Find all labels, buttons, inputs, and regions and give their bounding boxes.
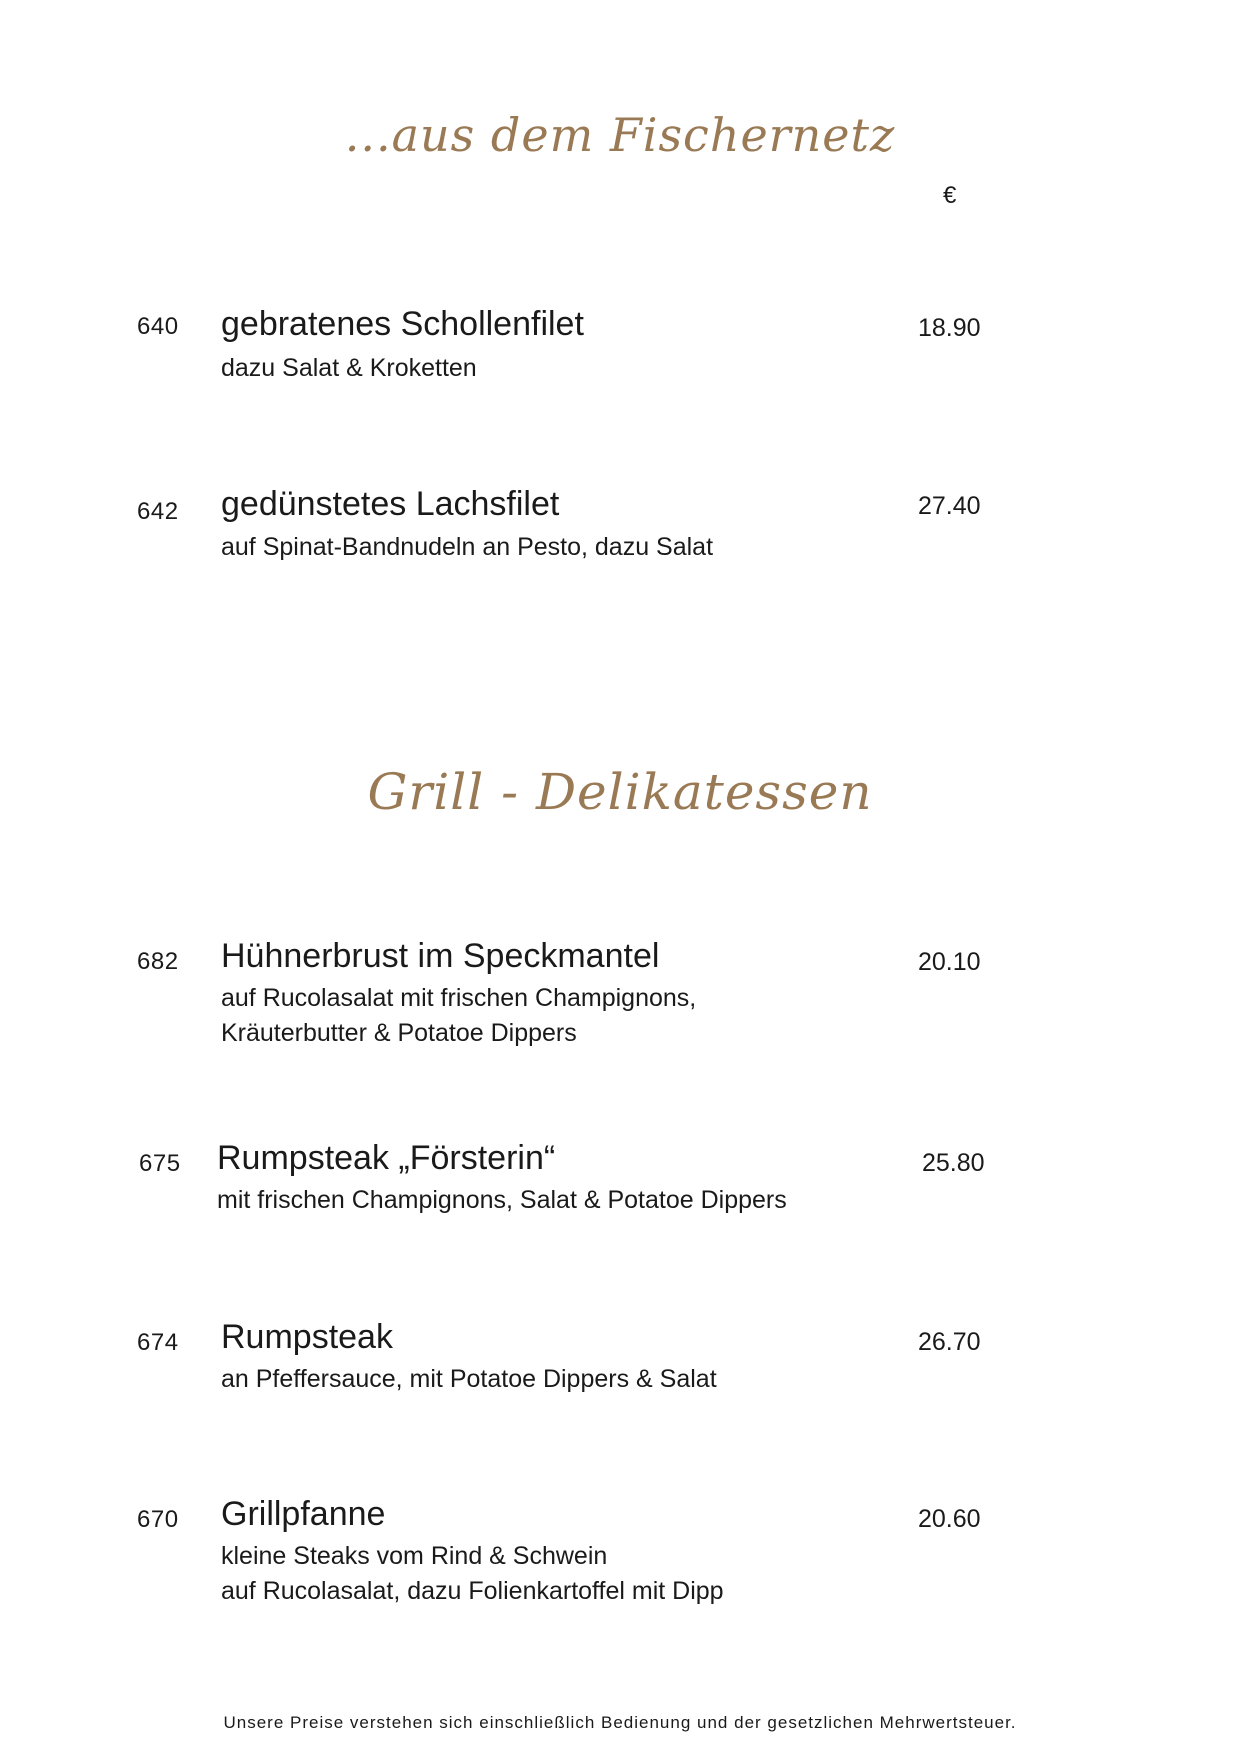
item-name: gedünstetes Lachsfilet [221, 485, 560, 523]
item-description-line: auf Rucolasalat mit frischen Champignons, [221, 984, 697, 1012]
item-description [217, 1183, 787, 1218]
item-price: 20.60 [918, 1505, 981, 1533]
item-number: 674 [137, 1329, 179, 1356]
menu-item [0, 485, 1240, 605]
item-price: 27.40 [918, 492, 981, 520]
item-number: 670 [137, 1506, 179, 1533]
item-description [221, 530, 713, 565]
item-description [221, 981, 696, 1051]
menu-item [0, 1495, 1240, 1615]
menu-item [0, 305, 1240, 425]
menu-item [0, 1139, 1240, 1259]
currency-header: € [943, 182, 957, 209]
item-description [221, 1539, 724, 1609]
item-name: Rumpsteak „Försterin“ [217, 1139, 556, 1177]
item-name: Grillpfanne [221, 1495, 386, 1533]
item-description-line: dazu Salat & Kroketten [221, 354, 477, 382]
item-number: 642 [137, 498, 179, 525]
section-title-grill: Grill - Delikatessen [367, 763, 873, 821]
item-price: 20.10 [918, 948, 981, 976]
item-description-line: auf Spinat-Bandnudeln an Pesto, dazu Salat [221, 533, 714, 561]
item-name: gebratenes Schollenfilet [221, 305, 584, 343]
item-number: 682 [137, 948, 179, 975]
menu-item [0, 1318, 1240, 1438]
item-number: 640 [137, 313, 179, 340]
item-name: Rumpsteak [221, 1318, 393, 1356]
price-footnote: Unsere Preise verstehen sich einschließlich Bedienung und der gesetzlichen Mehrwertsteuer. [223, 1713, 1017, 1732]
item-price: 18.90 [918, 314, 981, 342]
item-price: 25.80 [922, 1149, 985, 1177]
item-description-line: kleine Steaks vom Rind & Schwein [221, 1542, 608, 1570]
item-description-line: an Pfeffersauce, mit Potatoe Dippers & Salat [221, 1365, 717, 1393]
section-title-fish: ...aus dem Fischernetz [344, 108, 896, 162]
item-description-line: mit frischen Champignons, Salat & Potatoe Dippers [217, 1186, 787, 1214]
item-description-line: auf Rucolasalat, dazu Folienkartoffel mit Dipp [221, 1577, 724, 1605]
item-number: 675 [139, 1150, 181, 1177]
item-description [221, 1362, 717, 1397]
item-name: Hühnerbrust im Speckmantel [221, 937, 660, 975]
item-description [221, 351, 477, 386]
item-price: 26.70 [918, 1328, 981, 1356]
menu-item [0, 937, 1240, 1057]
item-description-line: Kräuterbutter & Potatoe Dippers [221, 1019, 577, 1047]
